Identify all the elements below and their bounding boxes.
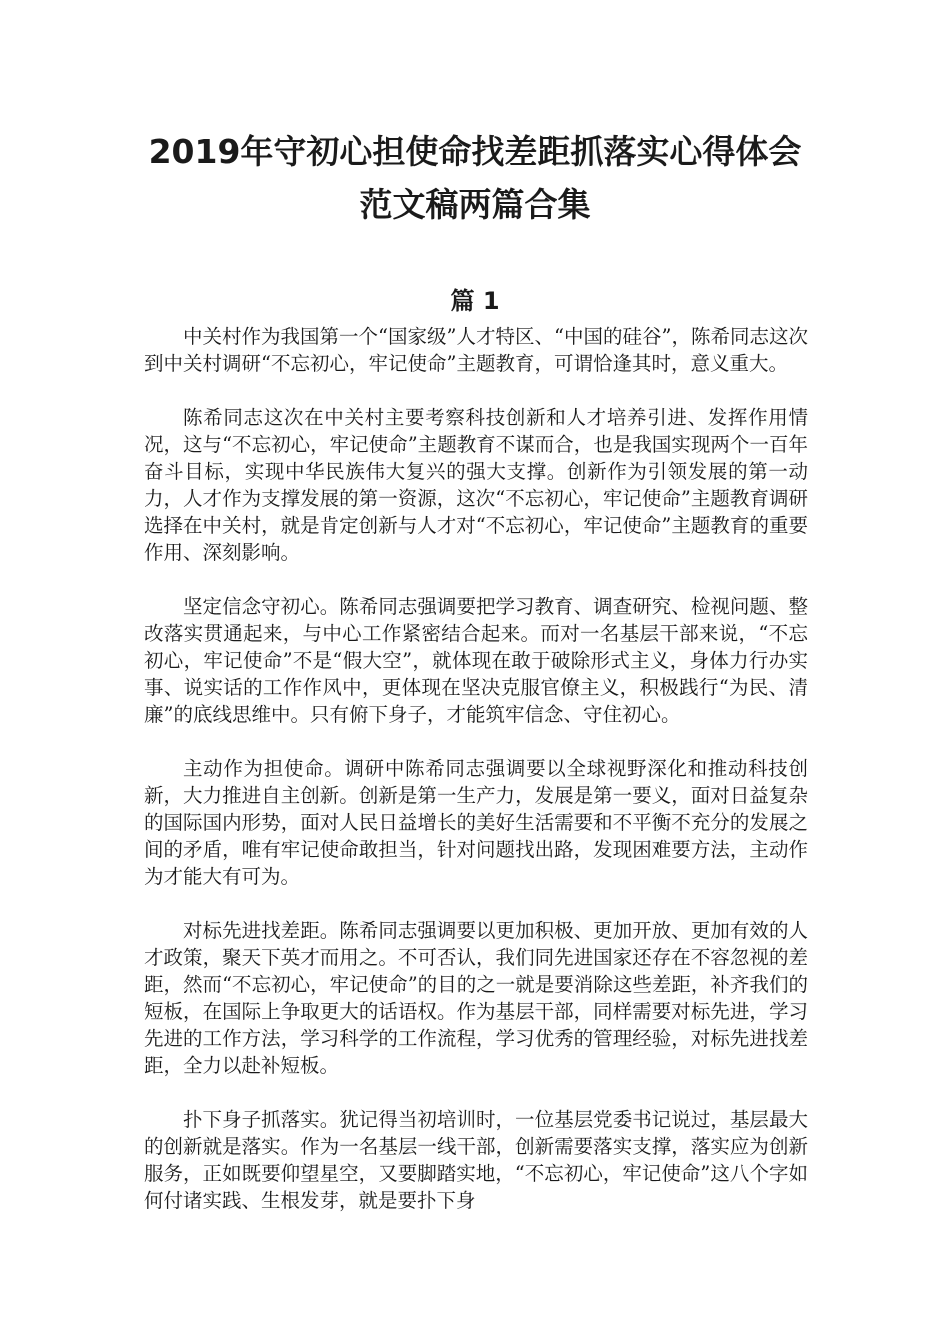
paragraph: 中关村作为我国第一个“国家级”人才特区、“中国的硅谷”，陈希同志这次到中关村调研“不忘初心，牢记使命”主题教育，可谓恰逢其时，意义重大。 xyxy=(144,325,808,375)
document-title-line-2: 范文稿两篇合集 xyxy=(359,185,591,224)
paragraph: 对标先进找差距。陈希同志强调要以更加积极、更加开放、更加有效的人才政策，聚天下英才而用之。不可否认，我们同先进国家还存在不容忽视的差距，然而“不忘初心，牢记使命”的目的之一就是要消除这些差距，补齐我们的短板，在国际上争取更大的话语权。作为基层干部，同样需要对标先进，学习先进的工作方法，学习科学的工作流程，学习优秀的管理经验，对标先进找差距，全力以赴补短板。 xyxy=(144,919,808,1077)
document-body xyxy=(144,323,808,1241)
document-title-line-1: 2019年守初心担使命找差距抓落实心得体会 xyxy=(148,132,802,171)
paragraph: 扑下身子抓落实。犹记得当初培训时，一位基层党委书记说过，基层最大的创新就是落实。作为一名基层一线干部，创新需要落实支撑，落实应为创新服务，正如既要仰望星空，又要脚踏实地，“不忘初心，牢记使命”这八个字如何付诸实践、生根发芽，就是要扑下身 xyxy=(144,1108,808,1212)
paragraph: 坚定信念守初心。陈希同志强调要把学习教育、调查研究、检视问题、整改落实贯通起来，与中心工作紧密结合起来。而对一名基层干部来说，“不忘初心，牢记使命”不是“假大空”，就体现在敢于破除形式主义，身体力行办实事、说实话的工作作风中，更体现在坚决克服官僚主义，积极践行“为民、清廉”的底线思维中。只有俯下身子，才能筑牢信念、守住初心。 xyxy=(144,595,808,726)
paragraph: 主动作为担使命。调研中陈希同志强调要以全球视野深化和推动科技创新，大力推进自主创新。创新是第一生产力，发展是第一要义，面对日益复杂的国际国内形势，面对人民日益增长的美好生活需要和不平衡不充分的发展之间的矛盾，唯有牢记使命敢担当，针对问题找出路，发现困难要方法，主动作为才能大有可为。 xyxy=(144,757,808,888)
section-heading: 篇 1 xyxy=(450,287,500,315)
paragraph: 陈希同志这次在中关村主要考察科技创新和人才培养引进、发挥作用情况，这与“不忘初心，牢记使命”主题教育不谋而合，也是我国实现两个一百年奋斗目标，实现中华民族伟大复兴的强大支撑。创新作为引领发展的第一动力，人才作为支撑发展的第一资源，这次“不忘初心，牢记使命”主题教育调研选择在中关村，就是肯定创新与人才对“不忘初心，牢记使命”主题教育的重要作用、深刻影响。 xyxy=(144,406,808,564)
